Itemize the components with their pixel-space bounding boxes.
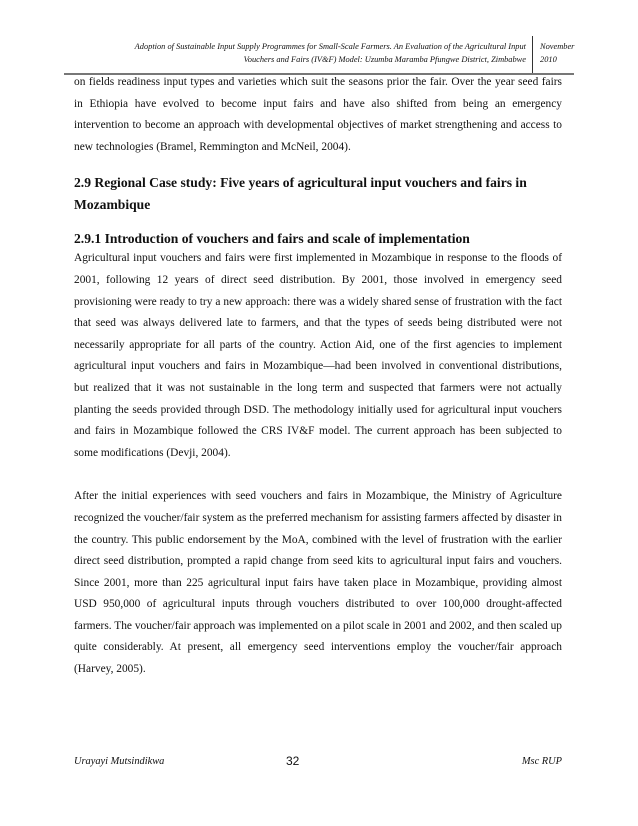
page-number: 32 [286,754,300,768]
section-heading: 2.9 Regional Case study: Five years of agricultural input vouchers and fairs in Mozambique [74,175,527,213]
body-paragraph-2: After the initial experiences with seed vouchers and fairs in Mozambique, the Ministry of Agriculture recognized the voucher/fair system as the preferred mechanism for assisting farmers affected by disaster in the country. This public endorsement by the MoA, combined with the level of frustration with the earlier direct seed distribution, prompted a rapid change from seed kits to agricultural input fairs and vouchers. Since 2001, more than 225 agricultural input fairs have taken place in Mozambique, providing almost USD 950,000 of agricultural inputs through vouchers distributed to over 100,000 drought-affected farmers. The voucher/fair approach was implemented on a pilot scale in 2001 and 2002, and then scaled up quite considerably. At present, all emergency seed interventions employ the voucher/fair approach (Harvey, 2005). [74,490,562,676]
body-paragraph-1: Agricultural input vouchers and fairs were first implemented in Mozambique in response to the floods of 2001, following 12 years of direct seed distribution. By 2001, those involved in emergency seed provisioning were ready to try a new approach: there was a widely shared sense of frustration with the fact that seed was always delivered late to farmers, and that the types of seeds being distributed were not necessarily appropriate for all parts of the country. Action Aid, one of the first agencies to implement agricultural input vouchers and fairs in Mozambique—had been involved in conventional distributions, but realized that it was not sustainable in the long term and suspected that farmers were not actually planting the seeds provided through DSD. The methodology initially used for agricultural input vouchers and fairs in Mozambique followed the CRS IV&F model. The current approach has been subjected to some modifications (Devji, 2004). [74,252,562,459]
header-divider [532,36,533,74]
subsection-heading: 2.9.1 Introduction of vouchers and fairs and scale of implementation [74,231,470,247]
header-date-year: 2010 [540,55,557,64]
footer-author: Urayayi Mutsindikwa [74,756,165,767]
page-footer [74,756,562,776]
header-title-line-2: Vouchers and Fairs (IV&F) Model: Uzumba Maramba Pfungwe District, Zimbabwe [243,55,526,64]
page-header [64,36,574,76]
footer-degree: Msc RUP [521,756,562,767]
header-date-month: November [540,42,575,51]
intro-paragraph: on fields readiness input types and varieties which suit the seasons prior the fair. Over the year seed fairs in Ethiopia have evolved to become input fairs and have also shifted from being an emergency intervention to become an approach with developmental objectives of market strengthening and access to new technologies (Bramel, Remmington and McNeil, 2004). [74,76,562,153]
header-title [64,40,526,66]
header-date [540,40,580,66]
header-title-line-1: Adoption of Sustainable Input Supply Programmes for Small-Scale Farmers. An Evaluation of the Agricultural Input [134,42,526,51]
page-body [74,72,562,681]
